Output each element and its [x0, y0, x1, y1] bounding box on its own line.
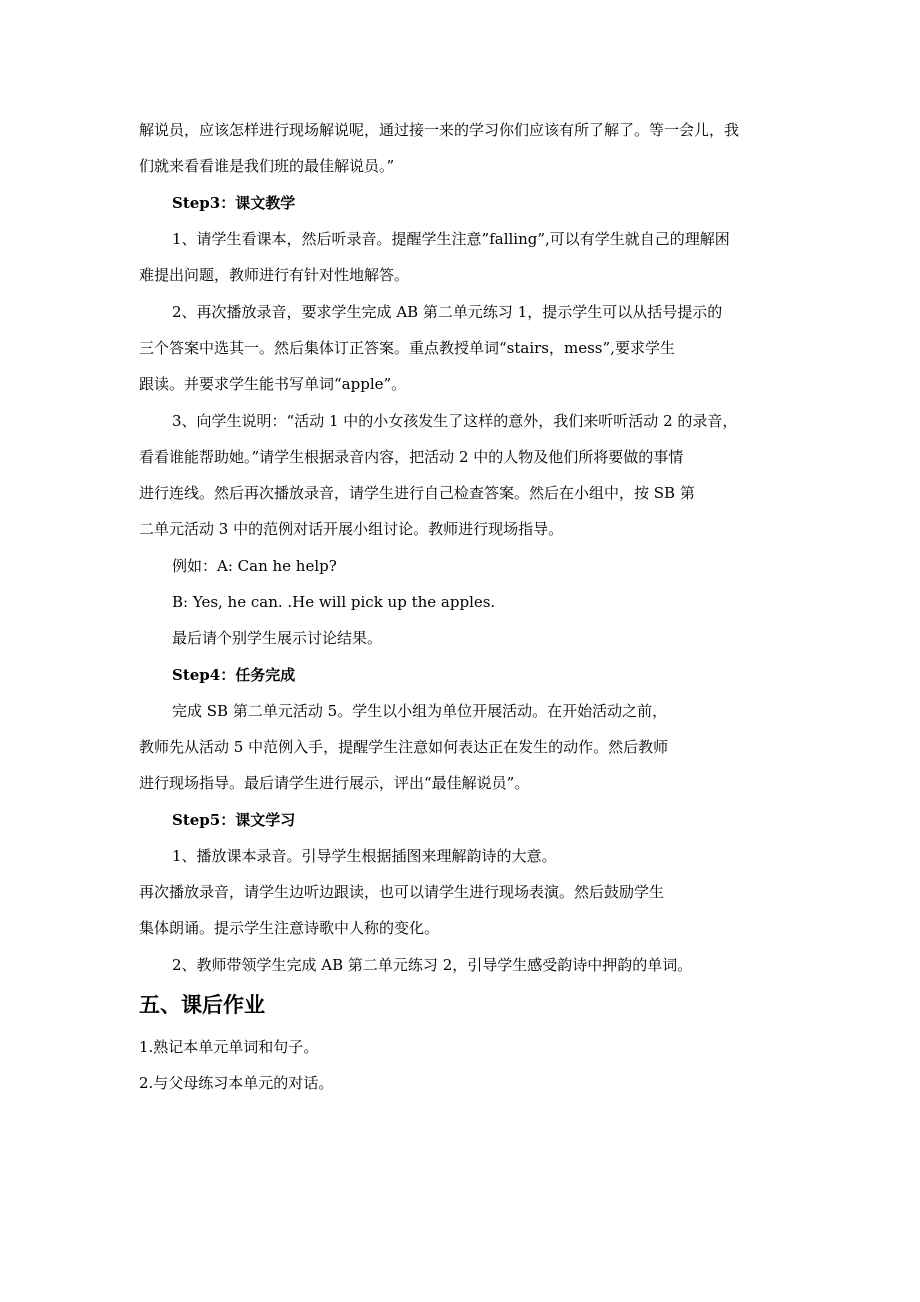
- paragraph-line: 1、请学生看课本，然后听录音。提醒学生注意”falling”,可以有学生就自己的理解困: [172, 230, 730, 248]
- homework-item: 2.与父母练习本单元的对话。: [139, 1074, 334, 1092]
- paragraph-line: 完成 SB 第二单元活动 5。学生以小组为单位开展活动。在开始活动之前，: [172, 702, 668, 720]
- paragraph-line: 2、再次播放录音，要求学生完成 AB 第二单元练习 1，提示学生可以从括号提示的: [172, 303, 723, 321]
- section-heading: 五、课后作业: [139, 992, 265, 1017]
- paragraph-line: 2、教师带领学生完成 AB 第二单元练习 2，引导学生感受韵诗中押韵的单词。: [172, 956, 693, 974]
- paragraph-line: 3、向学生说明：“活动 1 中的小女孩发生了这样的意外，我们来听听活动 2 的录音，: [172, 412, 738, 430]
- paragraph-line: 教师先从活动 5 中范例入手，提醒学生注意如何表达正在发生的动作。然后教师: [139, 738, 669, 756]
- paragraph-line: 们就来看看谁是我们班的最佳解说员。”: [139, 157, 395, 175]
- paragraph-line: 进行现场指导。最后请学生进行展示，评出“最佳解说员”。: [139, 774, 530, 792]
- example-line: 例如：A: Can he help?: [172, 557, 337, 575]
- paragraph-line: 三个答案中选其一。然后集体订正答案。重点教授单词“stairs，mess”,要求学生: [139, 339, 675, 357]
- paragraph-line: 再次播放录音，请学生边听边跟读，也可以请学生进行现场表演。然后鼓励学生: [139, 883, 665, 901]
- paragraph-line: 看看谁能帮助她。”请学生根据录音内容，把活动 2 中的人物及他们所将要做的事情: [139, 448, 684, 466]
- example-line: B: Yes, he can. .He will pick up the apples.: [172, 593, 496, 611]
- paragraph-line: 解说员，应该怎样进行现场解说呢，通过接一来的学习你们应该有所了解了。等一会儿，我: [139, 121, 740, 139]
- paragraph-line: 集体朗诵。提示学生注意诗歌中人称的变化。: [139, 919, 440, 937]
- paragraph-line: 跟读。并要求学生能书写单词“apple”。: [139, 375, 407, 393]
- step4-heading: Step4：任务完成: [172, 666, 296, 684]
- paragraph-line: 难提出问题，教师进行有针对性地解答。: [139, 266, 410, 284]
- homework-item: 1.熟记本单元单词和句子。: [139, 1038, 319, 1056]
- paragraph-line: 1、播放课本录音。引导学生根据插图来理解韵诗的大意。: [172, 847, 557, 865]
- step5-heading: Step5：课文学习: [172, 811, 296, 829]
- paragraph-line: 最后请个别学生展示讨论结果。: [172, 629, 383, 647]
- step3-heading: Step3：课文教学: [172, 194, 296, 212]
- paragraph-line: 进行连线。然后再次播放录音，请学生进行自己检查答案。然后在小组中，按 SB 第: [139, 484, 695, 502]
- paragraph-line: 二单元活动 3 中的范例对话开展小组讨论。教师进行现场指导。: [139, 520, 564, 538]
